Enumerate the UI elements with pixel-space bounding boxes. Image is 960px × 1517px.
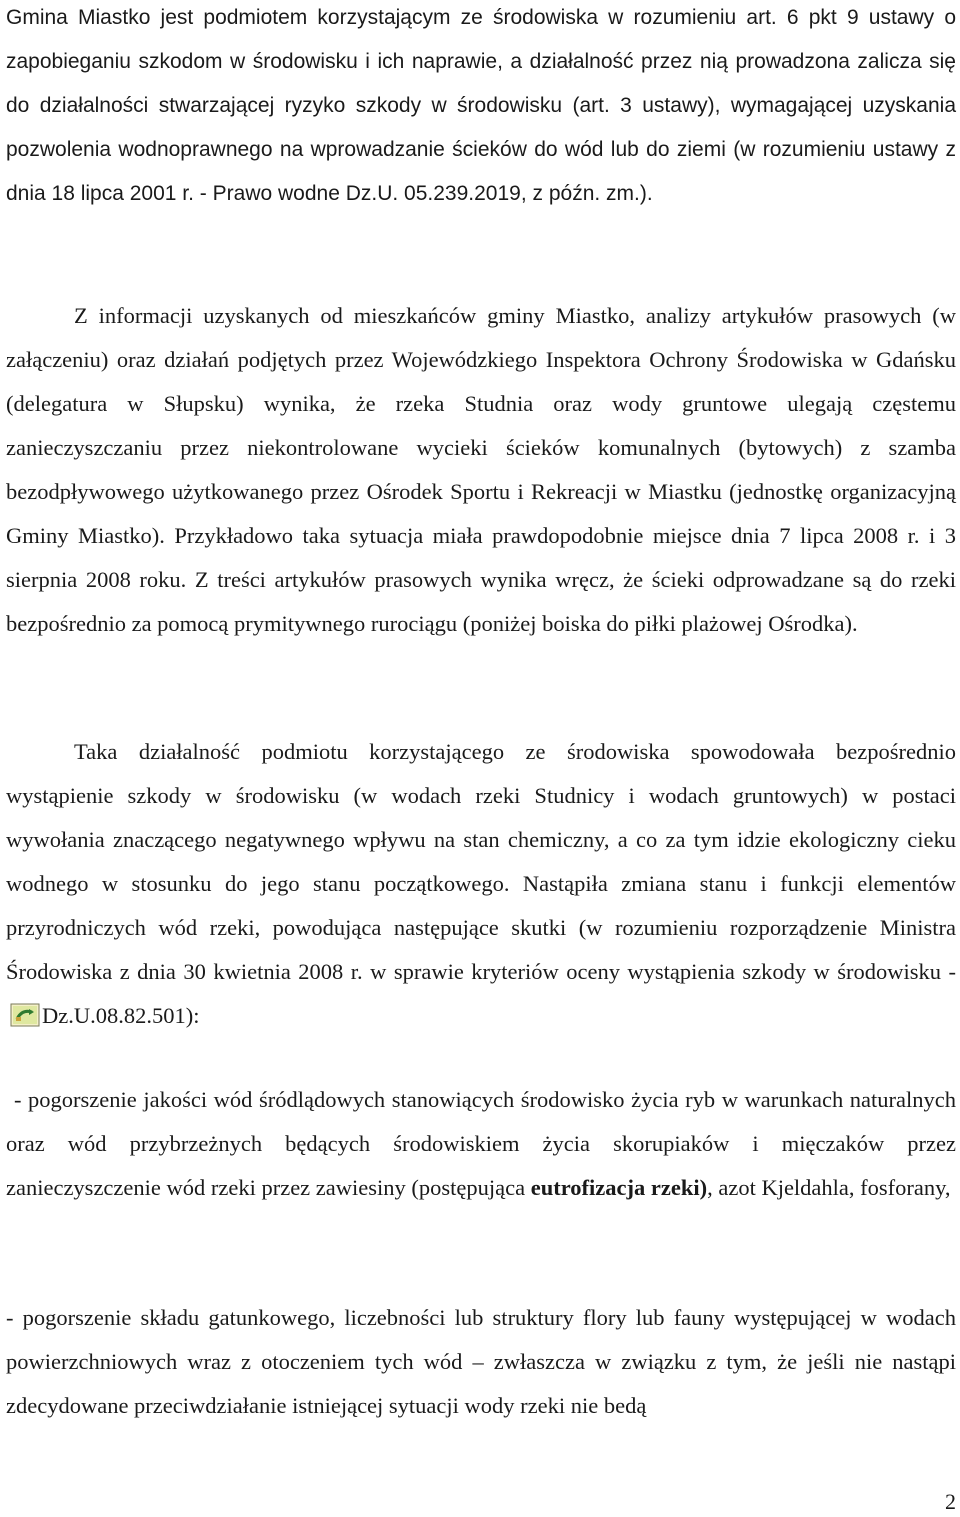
paragraph-pollution-info-text: Z informacji uzyskanych od mieszkańców gminy Miastko, analizy artykułów prasowych (w załączeniu) oraz działań podjętych przez Wojewódzkiego Inspektora Ochrony Środowiska w Gdańsku (delegatura w Słupsku) wynika, że rzeka Studnia oraz wody gruntowe ulegają częstemu zanieczyszczaniu przez niekontrolowane wycieki ścieków komunalnych (bytowych) z szamba bezodpływowego użytkowanego przez Ośrodek Sportu i Rekreacji w Miastku (jednostkę organizacyjną Gminy Miastko). Przykładowo taka sytuacja miała prawdopodobnie miejsce dnia 7 lipca 2008 r. i 3 sierpnia 2008 roku. Z treści artykułów prasowych wynika wręcz, że ścieki odprowadzane są do rzeki bezpośrednio za pomocą prymitywnego rurociągu (poniżej boiska do piłki plażowej Ośrodka). — [6, 303, 956, 636]
list-item-species-text: - pogorszenie składu gatunkowego, liczebności lub struktury flory lub fauny występującej w wodach powierzchniowych wraz z otoczeniem tych wód – zwłaszcza w związku z tym, że jeśli nie nastąpi zdecydowane przeciwdziałanie istniejącej sytuacji wody rzeki nie bedą — [6, 1305, 956, 1418]
paragraph-damage-text: Taka działalność podmiotu korzystającego ze środowiska spowodowała bezpośrednio wystąpienie szkody w środowisku (w wodach rzeki Studnicy i wodach gruntowych) w postaci wywołania znaczącego negatywnego wpływu na stan chemiczny, a co za tym idzie ekologiczny cieku wodnego w stosunku do jego stanu początkowego. Nastąpiła zmiana stanu i funkcji elementów przyrodniczych wód rzeki, powodująca następujące skutki (w rozumieniu rozporządzenie Ministra Środowiska z dnia 30 kwietnia 2008 r. w sprawie kryteriów oceny wystąpienia szkody w środowisku - — [6, 739, 956, 984]
page-number: 2 — [945, 1489, 956, 1514]
document-link-icon[interactable] — [10, 998, 40, 1022]
list-item-water-quality-tail: , azot Kjeldahla, fosforany, — [707, 1175, 951, 1200]
paragraph-pollution-info — [6, 294, 956, 646]
list-item-water-quality-text: - pogorszenie jakości wód śródlądowych stanowiących środowisko życia ryb w warunkach naturalnych oraz wód przybrzeżnych będących środowiskiem życia skorupiaków i mięczaków przez zanieczyszczenie wód rzeki przez zawiesiny (postępująca — [6, 1087, 956, 1200]
legal-reference: Dz.U.08.82.501): — [42, 1003, 200, 1028]
paragraph-legal-status — [6, 0, 956, 216]
list-item-species-composition — [6, 1296, 956, 1428]
paragraph-damage-description — [6, 730, 956, 1038]
list-item-water-quality — [6, 1078, 956, 1210]
paragraph-legal-status-text: Gmina Miastko jest podmiotem korzystającym ze środowiska w rozumieniu art. 6 pkt 9 ustawy o zapobieganiu szkodom w środowisku i ich naprawie, a działalność przez nią prowadzona zalicza się do działalności stwarzającej ryzyko szkody w środowisku (art. 3 ustawy), wymagającej uzyskania pozwolenia wodnoprawnego na wprowadzanie ścieków do wód lub do ziemi (w rozumieniu ustawy z dnia 18 lipca 2001 r. - Prawo wodne Dz.U. 05.239.2019, z późn. zm.). — [6, 6, 956, 205]
emphasis-eutrophication: eutrofizacja rzeki) — [530, 1175, 708, 1200]
